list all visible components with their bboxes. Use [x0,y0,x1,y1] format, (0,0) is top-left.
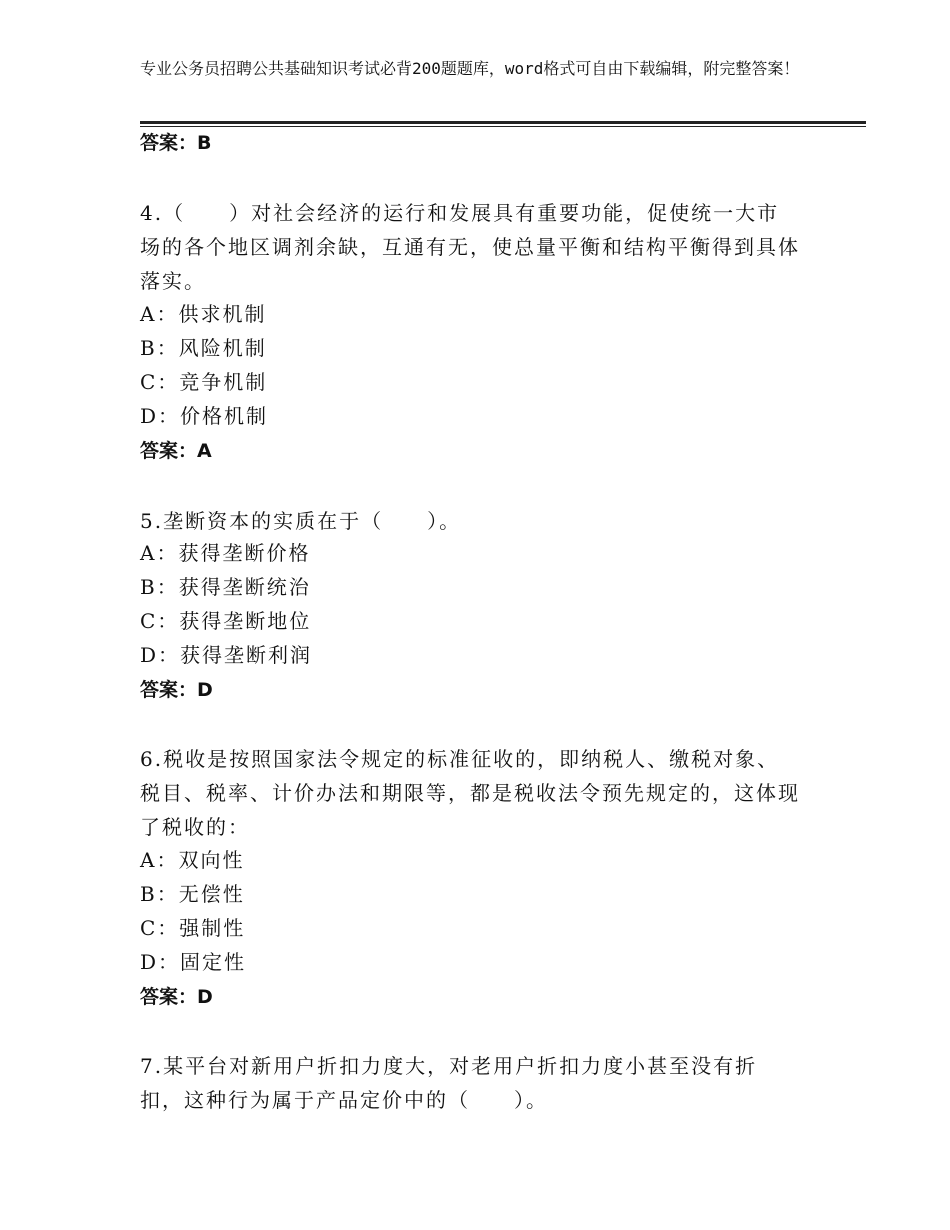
header-divider-thin [140,126,866,127]
answer-q4: 答案：A [140,440,212,462]
q6-option-a: A：双向性 [140,848,245,872]
answer-q5: 答案：D [140,679,213,701]
q6-option-d: D：固定性 [140,950,247,974]
q6-option-c: C：强制性 [140,916,246,940]
answer-q6: 答案：D [140,986,213,1008]
question-4: 4.（ ）对社会经济的运行和发展具有重要功能，促使统一大市场的各个地区调剂余缺，互通有无，使总量平衡和结构平衡得到具体落实。 [140,201,800,293]
q6-option-b: B：无偿性 [140,882,245,906]
header-divider-thick [140,121,866,124]
q4-option-b: B：风险机制 [140,336,267,360]
q4-option-d: D：价格机制 [140,404,269,428]
question-5: 5.垄断资本的实质在于（ ）。 [140,509,462,533]
q5-option-b: B：获得垄断统治 [140,575,311,599]
q5-option-a: A：获得垄断价格 [140,541,311,565]
question-7: 7.某平台对新用户折扣力度大，对老用户折扣力度小甚至没有折扣，这种行为属于产品定价中的（ ）。 [140,1054,758,1112]
q4-option-a: A：供求机制 [140,302,267,326]
question-6: 6.税收是按照国家法令规定的标准征收的，即纳税人、缴税对象、税目、税率、计价办法和期限等，都是税收法令预先规定的，这体现了税收的： [140,747,800,839]
page-header: 专业公务员招聘公共基础知识考试必背200题题库，word格式可自由下载编辑，附完整答案！ [140,59,800,78]
q5-option-c: C：获得垄断地位 [140,609,312,633]
q5-option-d: D：获得垄断利润 [140,643,313,667]
answer-q3: 答案：B [140,132,212,154]
q4-option-c: C：竞争机制 [140,370,268,394]
